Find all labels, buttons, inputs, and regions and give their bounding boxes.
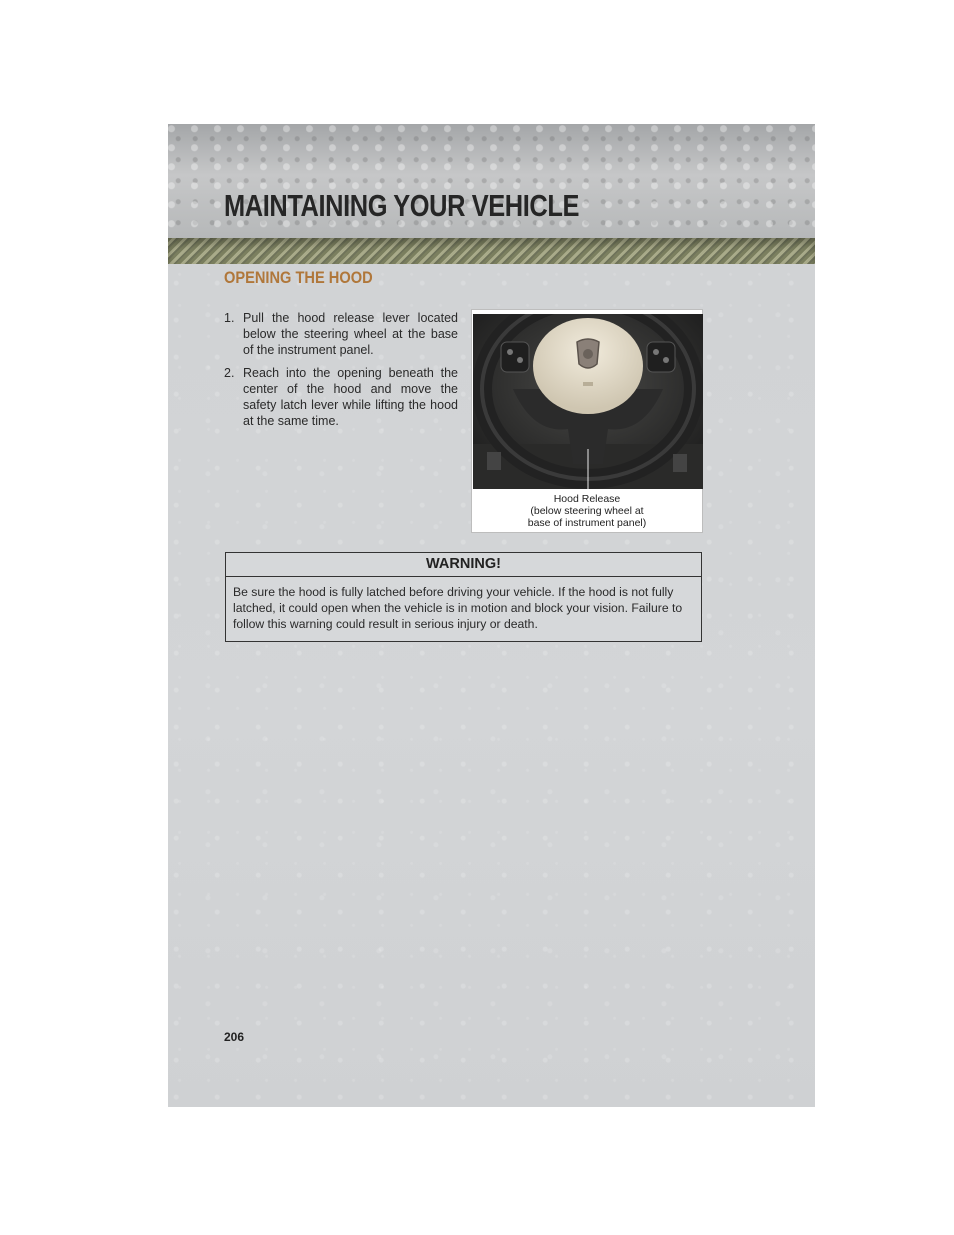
warning-text: Be sure the hood is fully latched before driving your vehicle. If the hood is not fully latched, it could open when the vehicle is in motion and block your vision. Failure to follow this warning could result in serious injury or death.: [233, 585, 683, 631]
chapter-title: MAINTAINING YOUR VEHICLE: [224, 188, 580, 223]
page-number: 206: [224, 1030, 245, 1044]
hood-release-figure: [471, 309, 703, 533]
step-text: Reach into the opening beneath the center of the hood and move the safety latch lever while lifting the hood at the same time.: [243, 366, 458, 428]
header-band: [168, 124, 815, 238]
figure-caption: [472, 493, 702, 529]
step-number: 1.: [224, 311, 235, 325]
caption-line: base of instrument panel): [527, 517, 647, 529]
manual-page: [168, 124, 815, 1107]
step-item: [224, 310, 458, 358]
step-number: 2.: [224, 366, 235, 380]
steps-list: [224, 310, 458, 436]
section-title: OPENING THE HOOD: [224, 268, 373, 287]
step-item: [224, 365, 458, 429]
warning-box: [225, 552, 702, 642]
step-text: Pull the hood release lever located below the steering wheel at the base of the instrument panel.: [243, 311, 458, 357]
caption-line: Hood Release: [553, 493, 621, 505]
header-stripe: [168, 238, 815, 264]
warning-heading: WARNING!: [226, 553, 701, 577]
steering-wheel-photo: [473, 314, 703, 489]
caption-line: (below steering wheel at: [530, 505, 644, 517]
